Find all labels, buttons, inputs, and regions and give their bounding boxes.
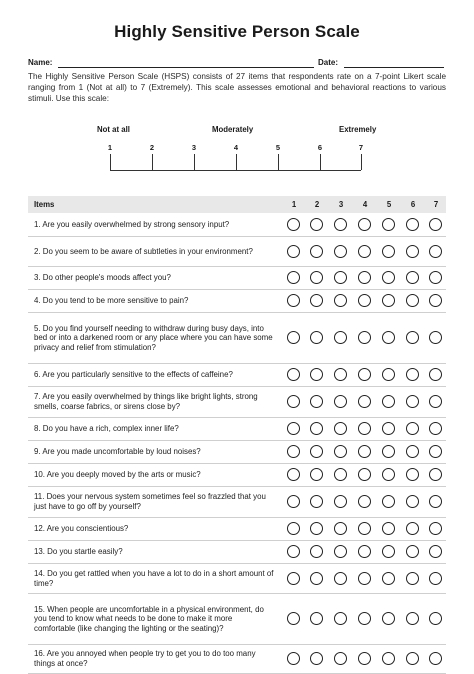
scale-point-5: 5	[275, 143, 281, 152]
scale-point-3: 3	[191, 143, 197, 152]
scale-anchor-high: Extremely	[339, 125, 377, 134]
scale-tick	[194, 154, 195, 170]
table-row	[28, 541, 446, 564]
rating-option-5[interactable]	[382, 612, 395, 625]
rating-option-3[interactable]	[334, 652, 347, 665]
table-row	[28, 487, 446, 518]
intro-paragraph: The Highly Sensitive Person Scale (HSPS) consists of 27 items that respondents rate on a 7-point Likert scale ranging from 1 (Not at all) to 7 (Extremely). This scale assesses emotional and behavioral reactions to various stimuli. Use this scale:	[28, 72, 446, 103]
rating-option-1[interactable]	[287, 545, 300, 558]
scale-tick	[361, 154, 362, 170]
rating-header-2: 2	[314, 200, 320, 209]
rating-option-7[interactable]	[429, 422, 442, 435]
rating-option-5[interactable]	[382, 395, 395, 408]
rating-option-2[interactable]	[310, 271, 323, 284]
rating-option-2[interactable]	[310, 422, 323, 435]
table-row	[28, 418, 446, 441]
rating-option-2[interactable]	[310, 495, 323, 508]
date-label: Date:	[318, 58, 339, 67]
question-text: 4. Do you tend to be more sensitive to pain?	[34, 296, 189, 306]
scale-point-4: 4	[233, 143, 239, 152]
rating-option-1[interactable]	[287, 331, 300, 344]
scale-point-2: 2	[149, 143, 155, 152]
question-text: 3. Do other people's moods affect you?	[34, 273, 171, 283]
rating-option-4[interactable]	[358, 468, 371, 481]
rating-option-7[interactable]	[429, 652, 442, 665]
rating-option-6[interactable]	[406, 368, 419, 381]
rating-option-2[interactable]	[310, 572, 323, 585]
rating-option-1[interactable]	[287, 271, 300, 284]
rating-option-1[interactable]	[287, 572, 300, 585]
rating-option-1[interactable]	[287, 652, 300, 665]
table-row	[28, 464, 446, 487]
rating-option-6[interactable]	[406, 422, 419, 435]
rating-option-5[interactable]	[382, 218, 395, 231]
rating-option-3[interactable]	[334, 368, 347, 381]
question-text: 12. Are you conscientious?	[34, 524, 129, 534]
rating-option-7[interactable]	[429, 572, 442, 585]
rating-option-4[interactable]	[358, 522, 371, 535]
rating-option-6[interactable]	[406, 395, 419, 408]
rating-option-4[interactable]	[358, 445, 371, 458]
rating-option-5[interactable]	[382, 468, 395, 481]
rating-option-4[interactable]	[358, 271, 371, 284]
table-row	[28, 518, 446, 541]
rating-header-5: 5	[386, 200, 392, 209]
rating-option-3[interactable]	[334, 294, 347, 307]
rating-option-7[interactable]	[429, 245, 442, 258]
rating-option-7[interactable]	[429, 218, 442, 231]
rating-option-1[interactable]	[287, 294, 300, 307]
rating-option-6[interactable]	[406, 445, 419, 458]
rating-option-7[interactable]	[429, 294, 442, 307]
scale-point-1: 1	[107, 143, 113, 152]
question-text: 2. Do you seem to be aware of subtleties in your environment?	[34, 246, 253, 256]
rating-header-7: 7	[433, 200, 439, 209]
rating-option-2[interactable]	[310, 545, 323, 558]
likert-scale	[0, 0, 474, 200]
rating-option-7[interactable]	[429, 445, 442, 458]
table-row	[28, 594, 446, 645]
rating-header-3: 3	[338, 200, 344, 209]
table-row	[28, 290, 446, 313]
rating-option-5[interactable]	[382, 331, 395, 344]
rating-option-3[interactable]	[334, 271, 347, 284]
rating-option-3[interactable]	[334, 572, 347, 585]
table-row	[28, 387, 446, 418]
rating-option-3[interactable]	[334, 395, 347, 408]
scale-tick	[320, 154, 321, 170]
question-text: 1. Are you easily overwhelmed by strong sensory input?	[34, 219, 230, 229]
table-row	[28, 267, 446, 290]
scale-tick	[236, 154, 237, 170]
rating-option-5[interactable]	[382, 294, 395, 307]
rating-option-4[interactable]	[358, 218, 371, 231]
scale-point-7: 7	[358, 143, 364, 152]
question-text: 6. Are you particularly sensitive to the effects of caffeine?	[34, 370, 233, 380]
rating-option-5[interactable]	[382, 545, 395, 558]
rating-option-2[interactable]	[310, 331, 323, 344]
rating-option-1[interactable]	[287, 495, 300, 508]
rating-option-2[interactable]	[310, 368, 323, 381]
rating-option-7[interactable]	[429, 522, 442, 535]
rating-option-6[interactable]	[406, 612, 419, 625]
table-header	[28, 196, 446, 213]
question-text: 11. Does your nervous system sometimes feel so frazzled that you just have to go off by yourself?	[34, 492, 266, 511]
rating-option-1[interactable]	[287, 218, 300, 231]
question-text: 8. Do you have a rich, complex inner life?	[34, 424, 179, 434]
question-text: 14. Do you get rattled when you have a lot to do in a short amount of time?	[34, 568, 274, 588]
rating-option-7[interactable]	[429, 331, 442, 344]
rating-option-1[interactable]	[287, 422, 300, 435]
rating-option-6[interactable]	[406, 572, 419, 585]
rating-option-4[interactable]	[358, 245, 371, 258]
rating-option-3[interactable]	[334, 522, 347, 535]
table-row	[28, 313, 446, 364]
rating-option-6[interactable]	[406, 245, 419, 258]
rating-option-4[interactable]	[358, 545, 371, 558]
rating-option-6[interactable]	[406, 271, 419, 284]
items-table	[28, 196, 446, 674]
question-text: 5. Do you find yourself needing to withdraw during busy days, into bed or into a darkened room or any place where you can have some privacy and relief from stimulation?	[34, 323, 273, 352]
scale-anchor-mid: Moderately	[212, 125, 254, 134]
rating-option-5[interactable]	[382, 422, 395, 435]
rating-option-2[interactable]	[310, 245, 323, 258]
rating-option-3[interactable]	[334, 331, 347, 344]
rating-option-3[interactable]	[334, 545, 347, 558]
rating-option-2[interactable]	[310, 395, 323, 408]
rating-option-7[interactable]	[429, 468, 442, 481]
scale-point-6: 6	[317, 143, 323, 152]
rating-option-6[interactable]	[406, 495, 419, 508]
rating-option-3[interactable]	[334, 445, 347, 458]
rating-option-2[interactable]	[310, 468, 323, 481]
rating-option-2[interactable]	[310, 612, 323, 625]
rating-option-3[interactable]	[334, 495, 347, 508]
rating-option-6[interactable]	[406, 218, 419, 231]
rating-option-1[interactable]	[287, 468, 300, 481]
rating-option-3[interactable]	[334, 218, 347, 231]
table-row	[28, 237, 446, 267]
table-row	[28, 564, 446, 594]
rating-option-2[interactable]	[310, 522, 323, 535]
rating-option-4[interactable]	[358, 395, 371, 408]
scale-tick	[110, 154, 111, 170]
rating-option-1[interactable]	[287, 245, 300, 258]
rating-option-5[interactable]	[382, 572, 395, 585]
rating-option-3[interactable]	[334, 612, 347, 625]
rating-option-7[interactable]	[429, 395, 442, 408]
rating-option-6[interactable]	[406, 294, 419, 307]
scale-tick	[278, 154, 279, 170]
rating-option-7[interactable]	[429, 368, 442, 381]
rating-option-4[interactable]	[358, 652, 371, 665]
scale-axis	[110, 170, 361, 171]
rating-option-4[interactable]	[358, 495, 371, 508]
rating-option-1[interactable]	[287, 445, 300, 458]
question-text: 10. Are you deeply moved by the arts or music?	[34, 470, 201, 480]
rating-option-2[interactable]	[310, 445, 323, 458]
scale-anchor-low: Not at all	[97, 125, 130, 134]
rating-option-4[interactable]	[358, 331, 371, 344]
question-text: 16. Are you annoyed when people try to get you to do too many things at once?	[34, 649, 256, 668]
question-text: 7. Are you easily overwhelmed by things like bright lights, strong smells, coarse fabrics, or sirens close by?	[34, 392, 258, 411]
rating-option-5[interactable]	[382, 271, 395, 284]
rating-option-3[interactable]	[334, 422, 347, 435]
rating-option-5[interactable]	[382, 652, 395, 665]
rating-header-4: 4	[362, 200, 368, 209]
name-label: Name:	[28, 58, 53, 67]
rating-option-4[interactable]	[358, 572, 371, 585]
rating-option-4[interactable]	[358, 294, 371, 307]
question-text: 15. When people are uncomfortable in a physical environment, do you tend to know what needs to be done to make it more comfortable (like changing the lighting or the seating)?	[34, 604, 264, 633]
rating-option-5[interactable]	[382, 368, 395, 381]
table-row	[28, 645, 446, 674]
rating-option-7[interactable]	[429, 545, 442, 558]
rating-option-5[interactable]	[382, 445, 395, 458]
rating-option-4[interactable]	[358, 422, 371, 435]
rating-option-3[interactable]	[334, 468, 347, 481]
rating-option-1[interactable]	[287, 395, 300, 408]
table-row	[28, 441, 446, 464]
rating-option-4[interactable]	[358, 612, 371, 625]
rating-header-1: 1	[291, 200, 297, 209]
rating-option-6[interactable]	[406, 652, 419, 665]
scale-tick	[152, 154, 153, 170]
rating-option-4[interactable]	[358, 368, 371, 381]
rating-option-7[interactable]	[429, 271, 442, 284]
rating-option-1[interactable]	[287, 368, 300, 381]
rating-option-6[interactable]	[406, 522, 419, 535]
rating-option-1[interactable]	[287, 522, 300, 535]
table-row	[28, 364, 446, 387]
rating-option-5[interactable]	[382, 495, 395, 508]
rating-option-7[interactable]	[429, 612, 442, 625]
question-text: 9. Are you made uncomfortable by loud noises?	[34, 447, 201, 457]
question-text: 13. Do you startle easily?	[34, 547, 123, 557]
rating-option-5[interactable]	[382, 245, 395, 258]
rating-option-2[interactable]	[310, 218, 323, 231]
rating-header-6: 6	[410, 200, 416, 209]
items-header: Items	[34, 200, 55, 209]
page-title: Highly Sensitive Person Scale	[114, 22, 360, 41]
rating-option-2[interactable]	[310, 294, 323, 307]
rating-option-7[interactable]	[429, 495, 442, 508]
rating-option-2[interactable]	[310, 652, 323, 665]
rating-option-5[interactable]	[382, 522, 395, 535]
rating-option-1[interactable]	[287, 612, 300, 625]
rating-option-3[interactable]	[334, 245, 347, 258]
rating-option-6[interactable]	[406, 545, 419, 558]
table-row	[28, 213, 446, 237]
rating-option-6[interactable]	[406, 331, 419, 344]
rating-option-6[interactable]	[406, 468, 419, 481]
